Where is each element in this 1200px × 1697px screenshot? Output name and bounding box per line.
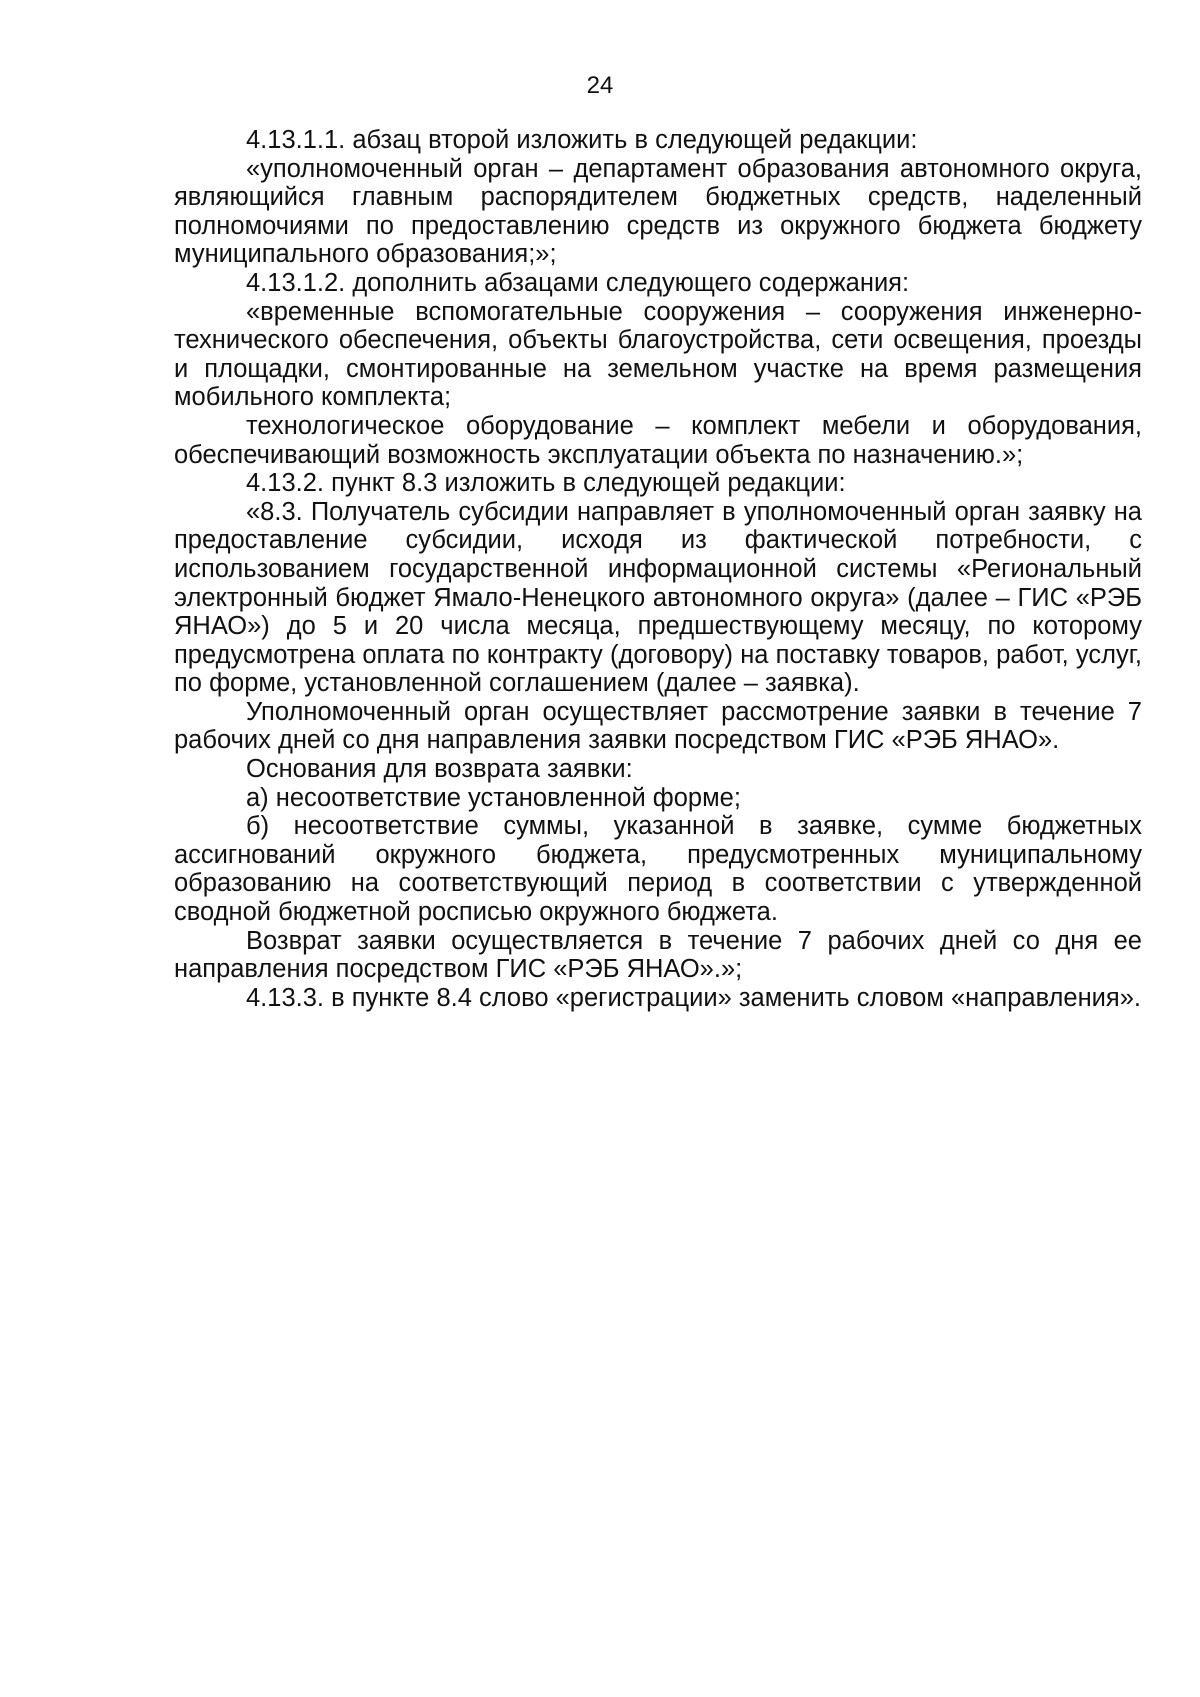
document-body — [174, 126, 1142, 1012]
paragraph: Основания для возврата заявки: — [246, 755, 633, 784]
paragraph: 4.13.2. пункт 8.3 изложить в следующей редакции: — [246, 469, 846, 498]
paragraph: технологическое оборудование – комплект мебели и оборудования, обеспечивающий возможность эксплуатации объекта по назначению.»; — [174, 411, 1142, 469]
paragraph: 4.13.3. в пункте 8.4 слово «регистрации» заменить словом «направления». — [246, 983, 1142, 1012]
paragraph: «временные вспомогательные сооружения – сооружения инженерно-технического обеспечения, объекты благоустройства, сети освещения, проезды и площадки, смонтированные на земельном участке на время размещения мобильного комплекта; — [174, 297, 1142, 412]
paragraph: 4.13.1.1. абзац второй изложить в следующей редакции: — [246, 126, 918, 154]
paragraph: 4.13.1.2. дополнить абзацами следующего содержания: — [246, 268, 910, 297]
paragraph: «8.3. Получатель субсидии направляет в уполномоченный орган заявку на предоставление субсидии, исходя из фактической потребности, с использованием государственной информационной системы «Региональный электронный бюджет Ямало-Ненецкого автономного округа» (далее – ГИС «РЭБ ЯНАО») до 5 и 20 числа месяца, предшествующему месяцу, по которому предусмотрена оплата по контракту (договору) на поставку товаров, работ, услуг, по форме, установленной соглашением (далее – заявка). — [174, 497, 1142, 698]
paragraph: Возврат заявки осуществляется в течение 7 рабочих дней со дня ее направления посредством ГИС «РЭБ ЯНАО».»; — [174, 926, 1142, 984]
page-number: 24 — [586, 72, 614, 99]
paragraph: б) несоответствие суммы, указанной в заявке, сумме бюджетных ассигнований окружного бюджета, предусмотренных муниципальному образованию на соответствующий период в соответствии с утвержденной сводной бюджетной росписью окружного бюджета. — [174, 812, 1142, 927]
paragraph: «уполномоченный орган – департамент образования автономного округа, являющийся главным распорядителем бюджетных средств, наделенный полномочиями по предоставлению средств из окружного бюджета бюджету муниципального образования;»; — [174, 154, 1142, 269]
paragraph: Уполномоченный орган осуществляет рассмотрение заявки в течение 7 рабочих дней со дня направления заявки посредством ГИС «РЭБ ЯНАО». — [174, 697, 1142, 755]
paragraph: а) несоответствие установленной форме; — [246, 783, 741, 812]
